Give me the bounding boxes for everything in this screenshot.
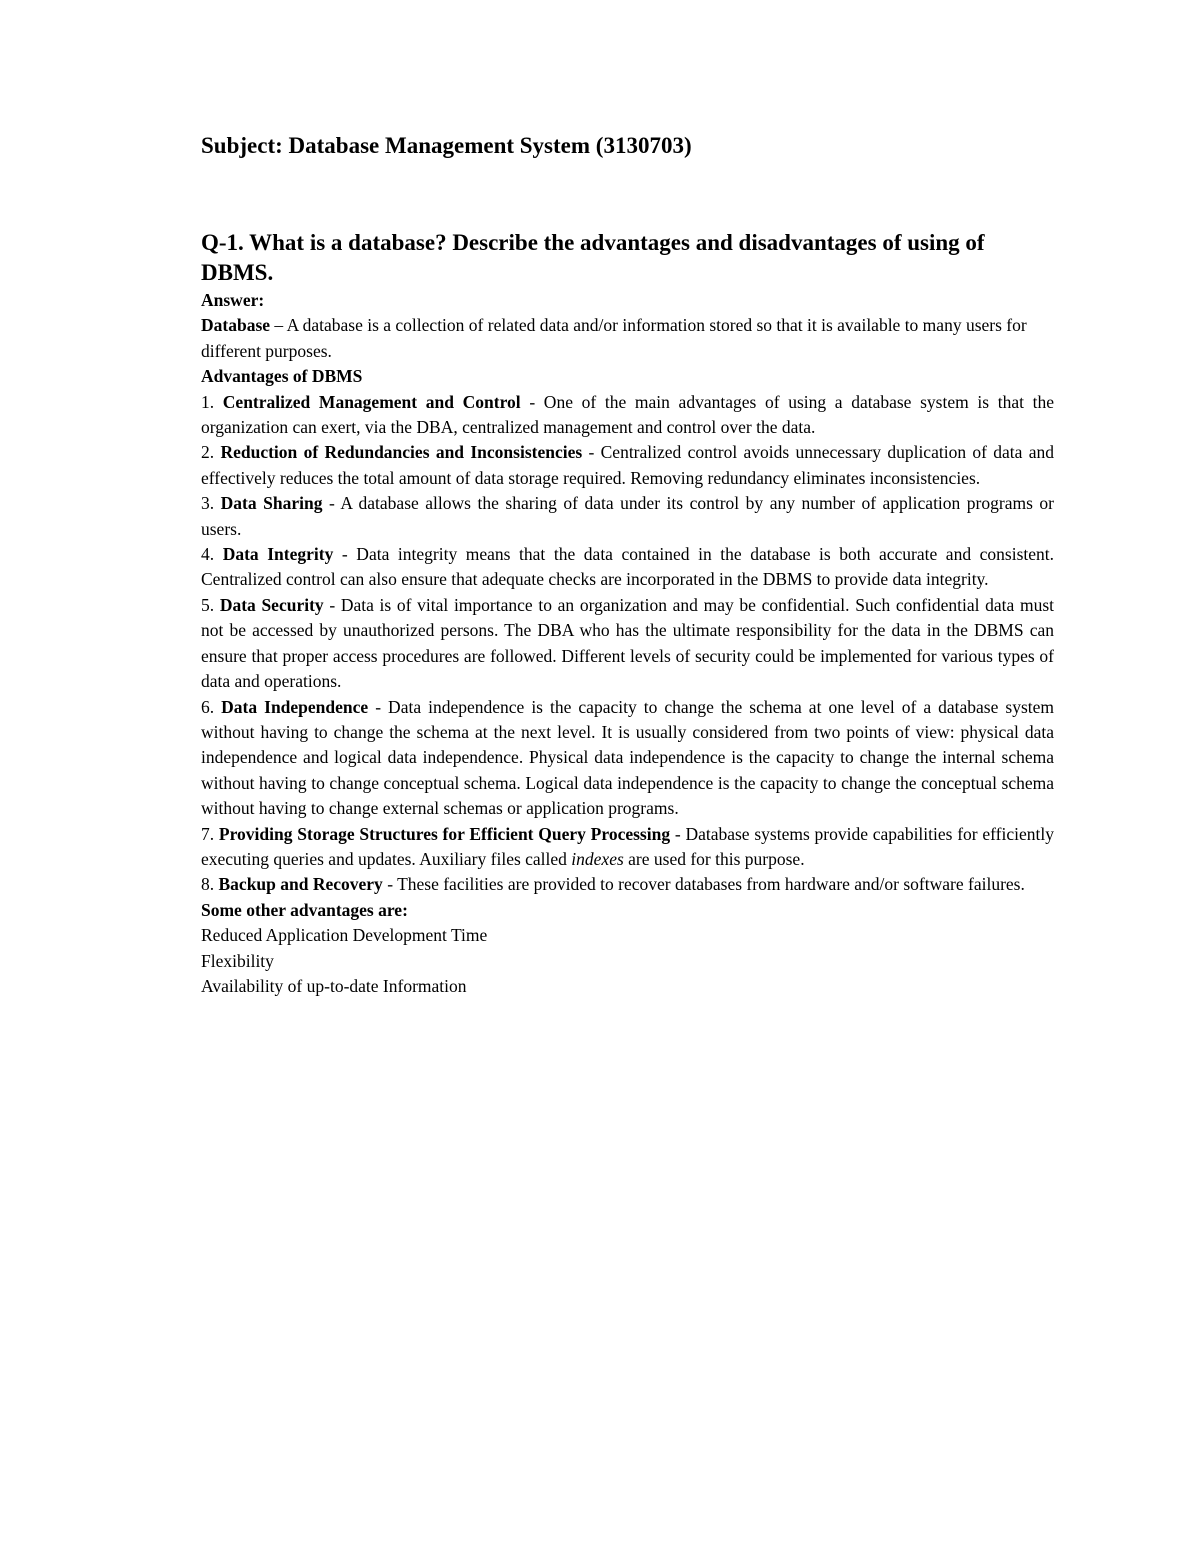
- advantage-text: - A database allows the sharing of data under its control by any number of application programs or users.: [201, 493, 1054, 539]
- definition-term: Database: [201, 315, 271, 336]
- advantage-item-5: [201, 593, 1054, 695]
- subject-heading: Subject: Database Management System (3130703): [201, 133, 692, 158]
- advantage-text-after: are used for this purpose.: [623, 848, 805, 869]
- advantage-number: 2.: [201, 442, 221, 463]
- advantage-title: Reduction of Redundancies and Inconsistencies: [220, 442, 583, 463]
- advantage-number: 1.: [201, 391, 223, 412]
- advantage-title: Data Integrity: [222, 544, 334, 565]
- database-definition: [201, 313, 1054, 364]
- advantage-text: - One of the main advantages of using a database system is that the organization can exert, via the DBA, centralized management and control over the data.: [201, 391, 1055, 438]
- answer-label: Answer:: [201, 290, 265, 310]
- advantage-title: Data Sharing: [220, 493, 323, 514]
- advantage-item-7: [201, 822, 1054, 873]
- advantage-number: 5.: [201, 594, 220, 615]
- advantage-title: Centralized Management and Control: [222, 391, 521, 412]
- definition-text: – A database is a collection of related data and/or information stored so that it is available to many users for different purposes.: [201, 315, 1027, 361]
- advantage-text: - Data independence is the capacity to change the schema at one level of a database system without having to change the schema at the next level. It is usually considered from two points of view: physical data independence and logical data independence. Physical data independence is the capacity to change the internal schema without having to change conceptual schema. Logical data independence is the capacity to change the conceptual schema without having to change external schemas or application programs.: [201, 696, 1055, 819]
- advantage-item-6: [201, 695, 1054, 822]
- advantage-item-8: [201, 872, 1054, 897]
- question-heading: Q-1. What is a database? Describe the advantages and disadvantages of using of DBMS.: [201, 230, 985, 285]
- advantage-item-3: [201, 491, 1054, 542]
- advantage-italic-term: indexes: [571, 848, 624, 869]
- advantage-item-1: [201, 390, 1054, 441]
- advantage-text: - Database systems provide capabilities for efficiently executing queries and updates. Auxiliary files called: [201, 823, 1054, 869]
- advantage-text: - Data is of vital importance to an organization and may be confidential. Such confidential data must not be accessed by unauthorized persons. The DBA who has the ultimate responsibility for the data in the DBMS can ensure that proper access procedures are followed. Different levels of security could be implemented for various types of data and operations.: [201, 594, 1055, 692]
- advantage-title: Providing Storage Structures for Efficient Query Processing: [218, 823, 671, 844]
- answer-body: [201, 288, 1054, 999]
- advantage-title: Data Independence: [221, 696, 369, 717]
- other-advantage-item: Reduced Application Development Time: [201, 925, 488, 946]
- other-advantages-list: [201, 923, 1054, 999]
- advantage-text: - These facilities are provided to recover databases from hardware and/or software failures.: [382, 874, 1025, 895]
- other-advantages-heading: Some other advantages are:: [201, 899, 408, 920]
- advantage-item-4: [201, 542, 1054, 593]
- other-advantage-item: Availability of up-to-date Information: [201, 975, 467, 996]
- advantage-title: Backup and Recovery: [218, 874, 383, 895]
- advantage-title: Data Security: [219, 594, 324, 615]
- advantage-number: 7.: [201, 823, 219, 844]
- advantage-number: 4.: [201, 544, 223, 565]
- advantage-text: - Data integrity means that the data contained in the database is both accurate and consistent. Centralized control can also ensure that adequate checks are incorporated in the DBMS to provide data integrity.: [201, 544, 1055, 590]
- other-advantage-item: Flexibility: [201, 950, 274, 971]
- advantage-number: 3.: [201, 493, 221, 514]
- advantages-heading: Advantages of DBMS: [201, 366, 363, 387]
- document-page: [201, 130, 1054, 999]
- advantage-number: 8.: [201, 874, 219, 895]
- advantage-number: 6.: [201, 696, 222, 717]
- advantage-item-2: [201, 440, 1054, 491]
- advantage-text: - Centralized control avoids unnecessary duplication of data and effectively reduces the total amount of data storage required. Removing redundancy eliminates inconsistencies.: [201, 442, 1055, 488]
